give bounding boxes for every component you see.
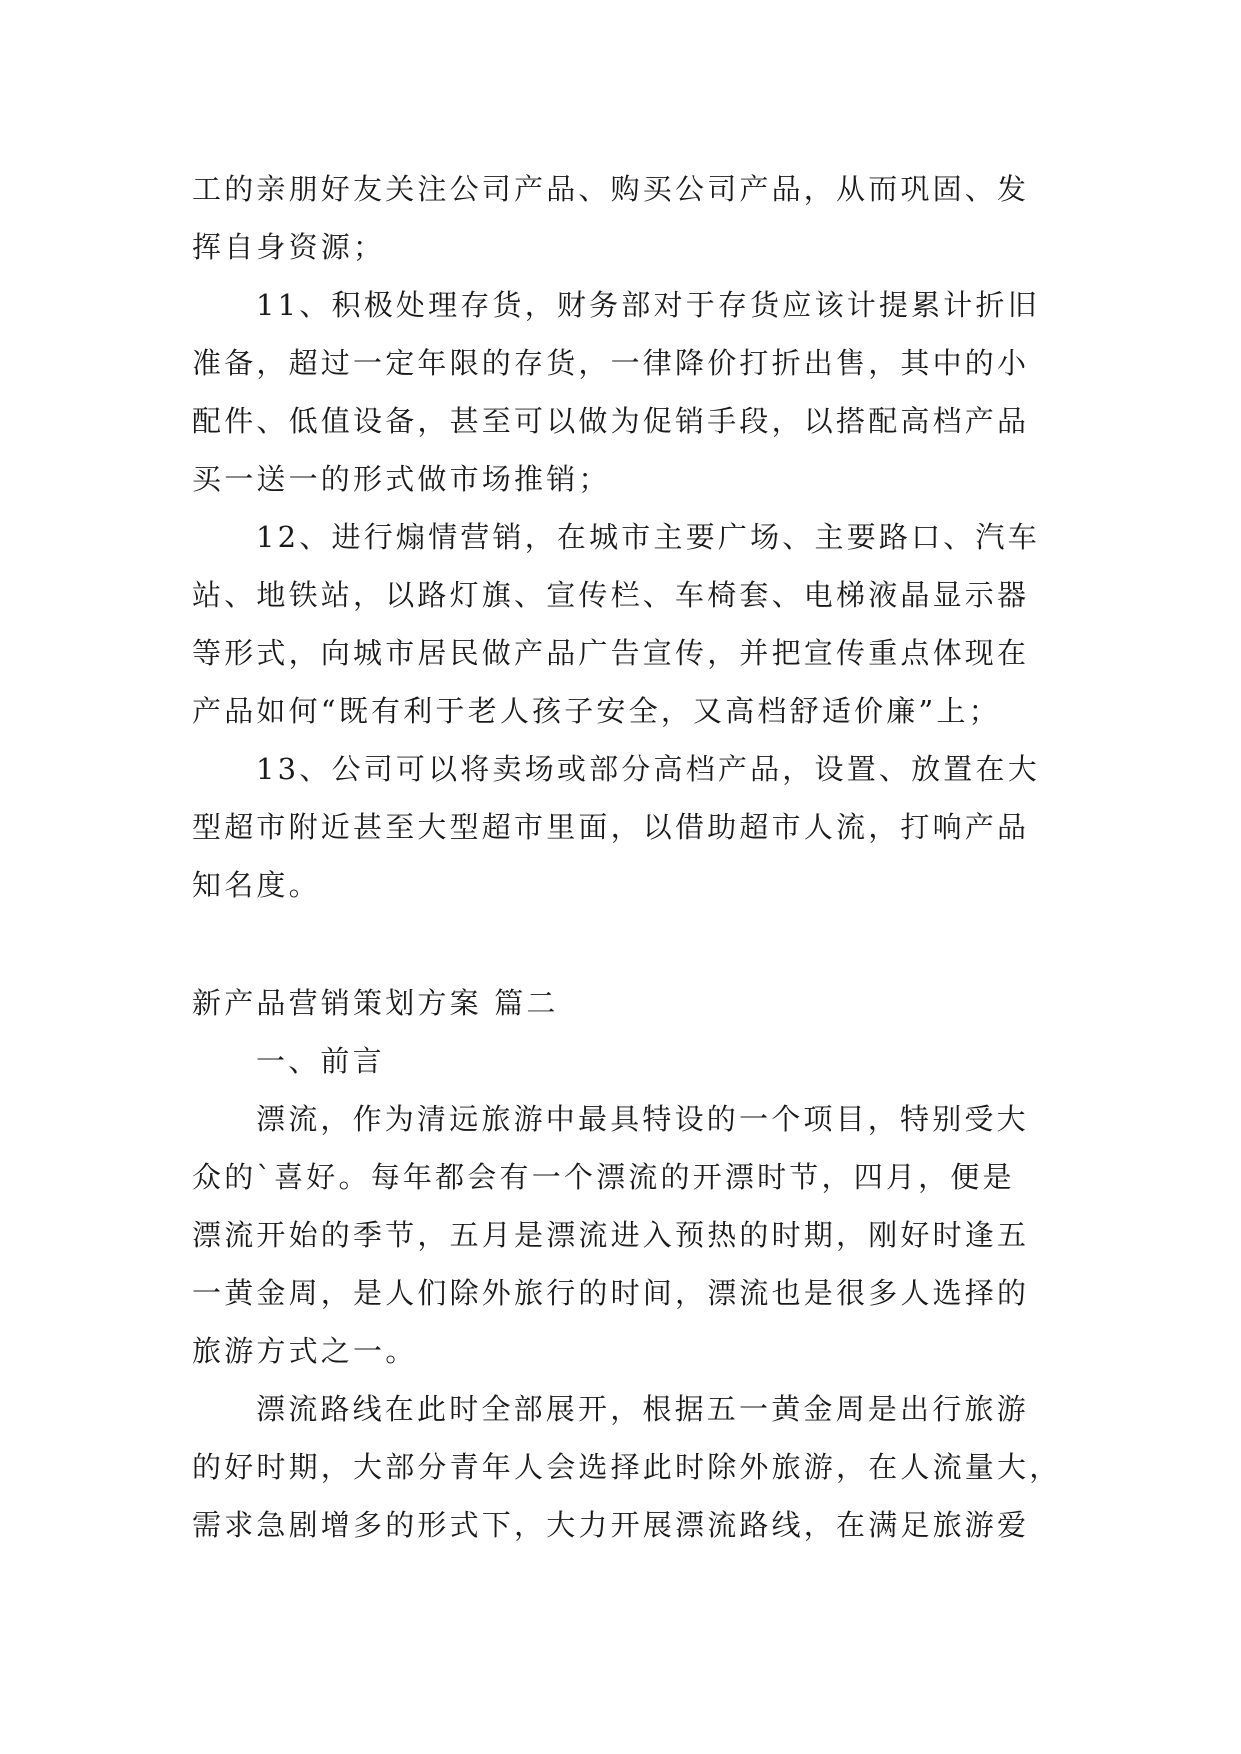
text-line: 买一送一的形式做市场推销； — [192, 462, 611, 496]
text-line: 的好时期，大部分青年人会选择此时除外旅游，在人流量大， — [192, 1450, 1062, 1484]
text-line: 漂流路线在此时全部展开，根据五一黄金周是出行旅游 — [256, 1392, 1029, 1426]
text-line: 型超市附近甚至大型超市里面，以借助超市人流，打响产品 — [192, 810, 1030, 844]
text-line: 准备，超过一定年限的存货，一律降价打折出售，其中的小 — [192, 346, 1030, 380]
section-spacer — [192, 914, 1052, 974]
paragraph-intro — [192, 1090, 1052, 1380]
text-line: 众的`喜好。每年都会有一个漂流的开漂时节，四月，便是 — [192, 1160, 1015, 1194]
text-line: 配件、低值设备，甚至可以做为促销手段，以搭配高档产品 — [192, 404, 1030, 438]
section-title: 新产品营销策划方案 篇二 — [192, 986, 559, 1020]
text-line: 站、地铁站，以路灯旗、宣传栏、车椅套、电梯液晶显示器 — [192, 578, 1030, 612]
text-line: 漂流，作为清远旅游中最具特设的一个项目，特别受大 — [256, 1102, 1029, 1136]
text-line: 产品如何“既有利于老人孩子安全，又高档舒适价廉”上； — [192, 694, 1001, 728]
paragraph-item-12 — [192, 508, 1052, 740]
document-page — [192, 160, 1062, 1554]
text-line: 需求急剧增多的形式下，大力开展漂流路线，在满足旅游爱 — [192, 1508, 1030, 1542]
text-line: 12、进行煽情营销，在城市主要广场、主要路口、汽车 — [256, 520, 1040, 554]
text-line: 漂流开始的季节，五月是漂流进入预热的时期，刚好时逢五 — [192, 1218, 1030, 1252]
paragraph-item-13 — [192, 740, 1052, 914]
paragraph-routes — [192, 1380, 1062, 1554]
text-line: 挥自身资源； — [192, 230, 386, 264]
subheading: 一、前言 — [256, 1044, 385, 1078]
text-line: 一黄金周，是人们除外旅行的时间，漂流也是很多人选择的 — [192, 1276, 1030, 1310]
paragraph-continuation — [192, 160, 1052, 276]
text-line: 工的亲朋好友关注公司产品、购买公司产品，从而巩固、发 — [192, 172, 1030, 206]
text-line: 13、公司可以将卖场或部分高档产品，设置、放置在大 — [256, 752, 1040, 786]
text-line: 知名度。 — [192, 868, 321, 902]
text-line: 等形式，向城市居民做产品广告宣传，并把宣传重点体现在 — [192, 636, 1030, 670]
paragraph-item-11 — [192, 276, 1052, 508]
text-line: 旅游方式之一。 — [192, 1334, 418, 1368]
text-line: 11、积极处理存货，财务部对于存货应该计提累计折旧 — [256, 288, 1040, 322]
